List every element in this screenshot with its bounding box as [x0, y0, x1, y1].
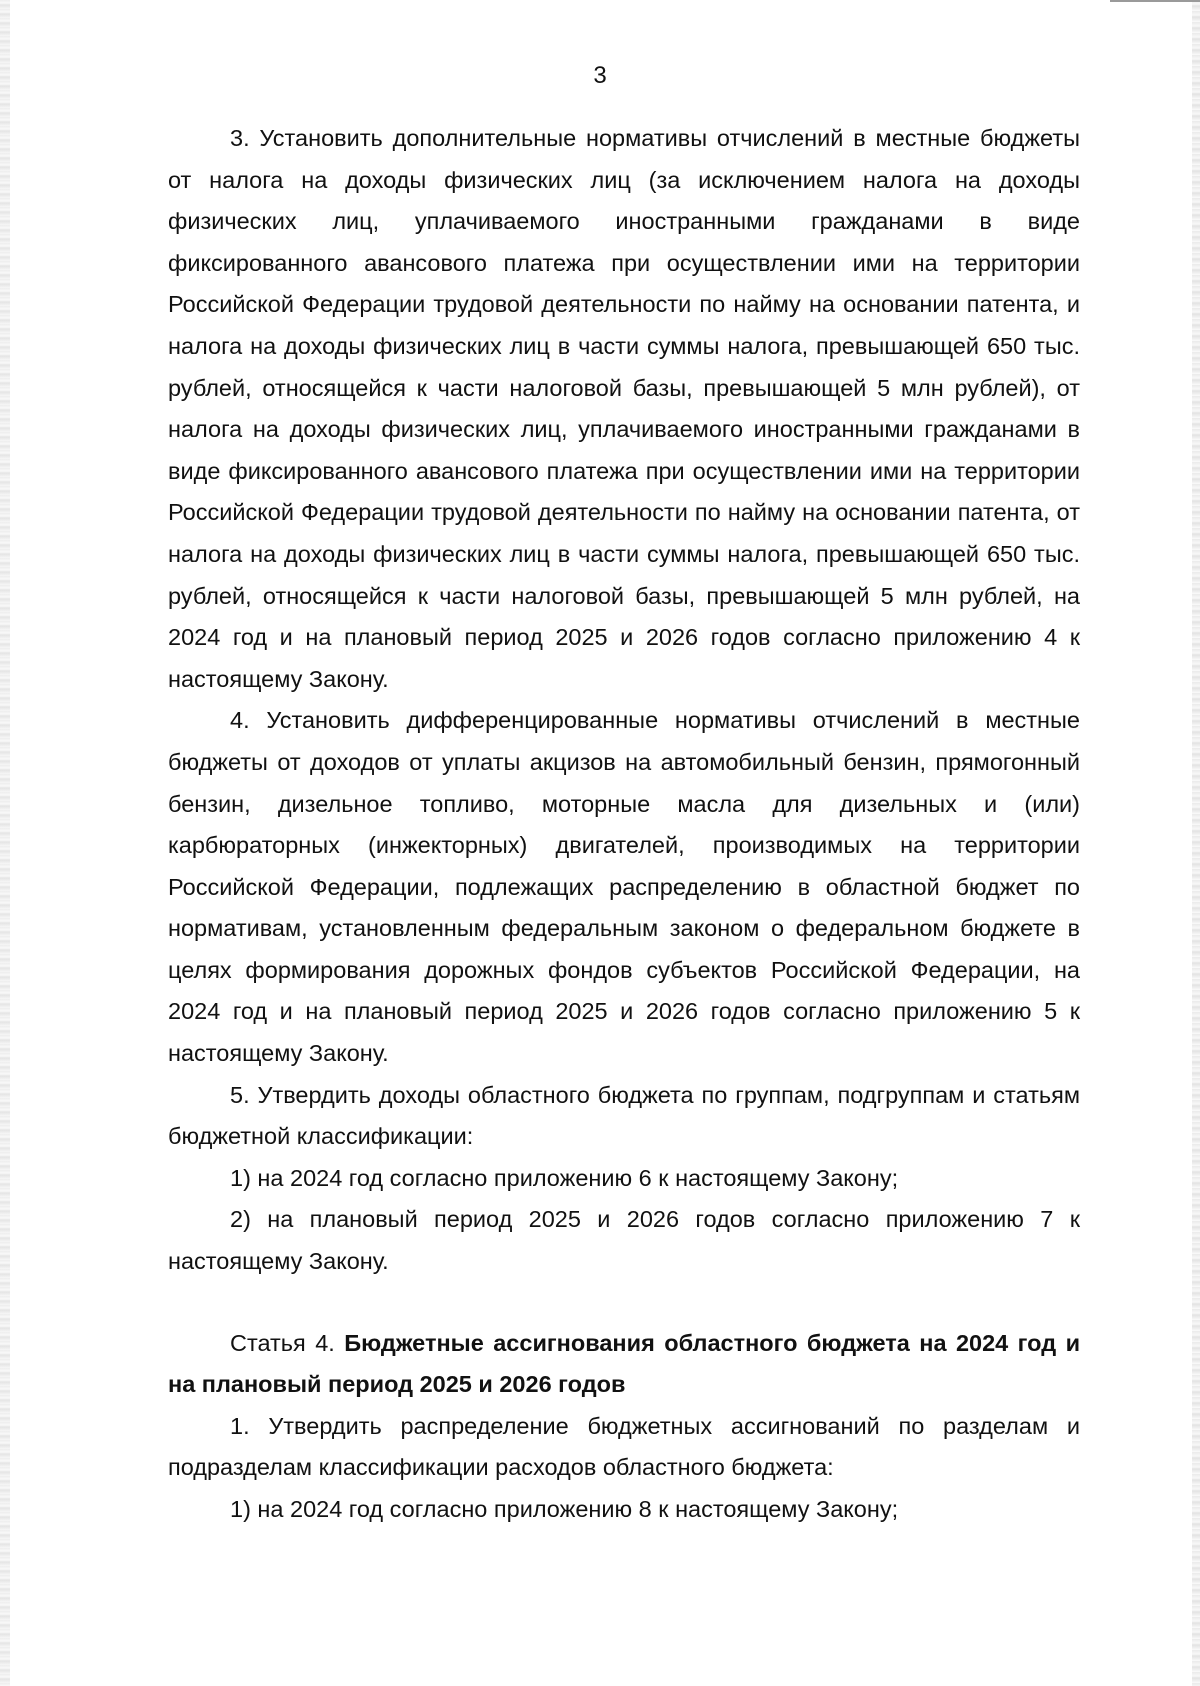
paragraph-3: 3. Установить дополнительные нормативы отчислений в местные бюджеты от налога на доходы физических лиц (за исключением налога на доходы физических лиц, уплачиваемого иностранными гражданами в виде фиксированного авансового платежа при осуществлении ими на территории Российской Федерации трудовой деятельности по найму на основании патента, и налога на доходы физических лиц в части суммы налога, превышающей 650 тыс. рублей, относящейся к части налоговой базы, превышающей 5 млн рублей), от налога на доходы физических лиц, уплачиваемого иностранными гражданами в виде фиксированного авансового платежа при осуществлении ими на территории Российской Федерации трудовой деятельности по найму на основании патента, от налога на доходы физических лиц в части суммы налога, превышающей 650 тыс. рублей, относящейся к части налоговой базы, превышающей 5 млн рублей, на 2024 год и на плановый период 2025 и 2026 годов согласно приложению 4 к настоящему Закону.	[168, 125, 1080, 692]
article-paragraph-1-item-1: 1) на 2024 год согласно приложению 8 к настоящему Закону;	[230, 1496, 899, 1522]
article-title: Бюджетные ассигнования областного бюджета на 2024 год и на плановый период 2025 и 2026 годов	[168, 1329, 1081, 1398]
scan-edge-left	[0, 0, 10, 1686]
paragraph-5-item-1: 1) на 2024 год согласно приложению 6 к настоящему Закону;	[230, 1164, 899, 1191]
scan-edge-right	[1192, 0, 1200, 1686]
page-number: 3	[593, 62, 607, 89]
paragraph-4: 4. Установить дифференцированные нормативы отчислений в местные бюджеты от доходов от уплаты акцизов на автомобильный бензин, прямогонный бензин, дизельное топливо, моторные масла для дизельных и (или) карбюраторных (инжекторных) двигателей, производимых на территории Российской Федерации, подлежащих распределению в областной бюджет по нормативам, установленным федеральным законом о федеральном бюджете в целях формирования дорожных фондов субъектов Российской Федерации, на 2024 год и на плановый период 2025 и 2026 годов согласно приложению 5 к настоящему Закону.	[168, 707, 1080, 1067]
paragraph-5-item-2: 2) на плановый период 2025 и 2026 годов согласно приложению 7 к настоящему Закону.	[168, 1206, 1080, 1275]
article-label: Статья 4.	[230, 1329, 335, 1356]
document-body	[168, 118, 1080, 1531]
article-heading	[168, 1323, 1080, 1406]
paragraph-5: 5. Утвердить доходы областного бюджета по группам, подгруппам и статьям бюджетной классификации:	[168, 1081, 1080, 1150]
scan-corner-line	[1110, 0, 1200, 2]
article-paragraph-1: 1. Утвердить распределение бюджетных ассигнований по разделам и подразделам классификации расходов областного бюджета:	[168, 1412, 1080, 1481]
